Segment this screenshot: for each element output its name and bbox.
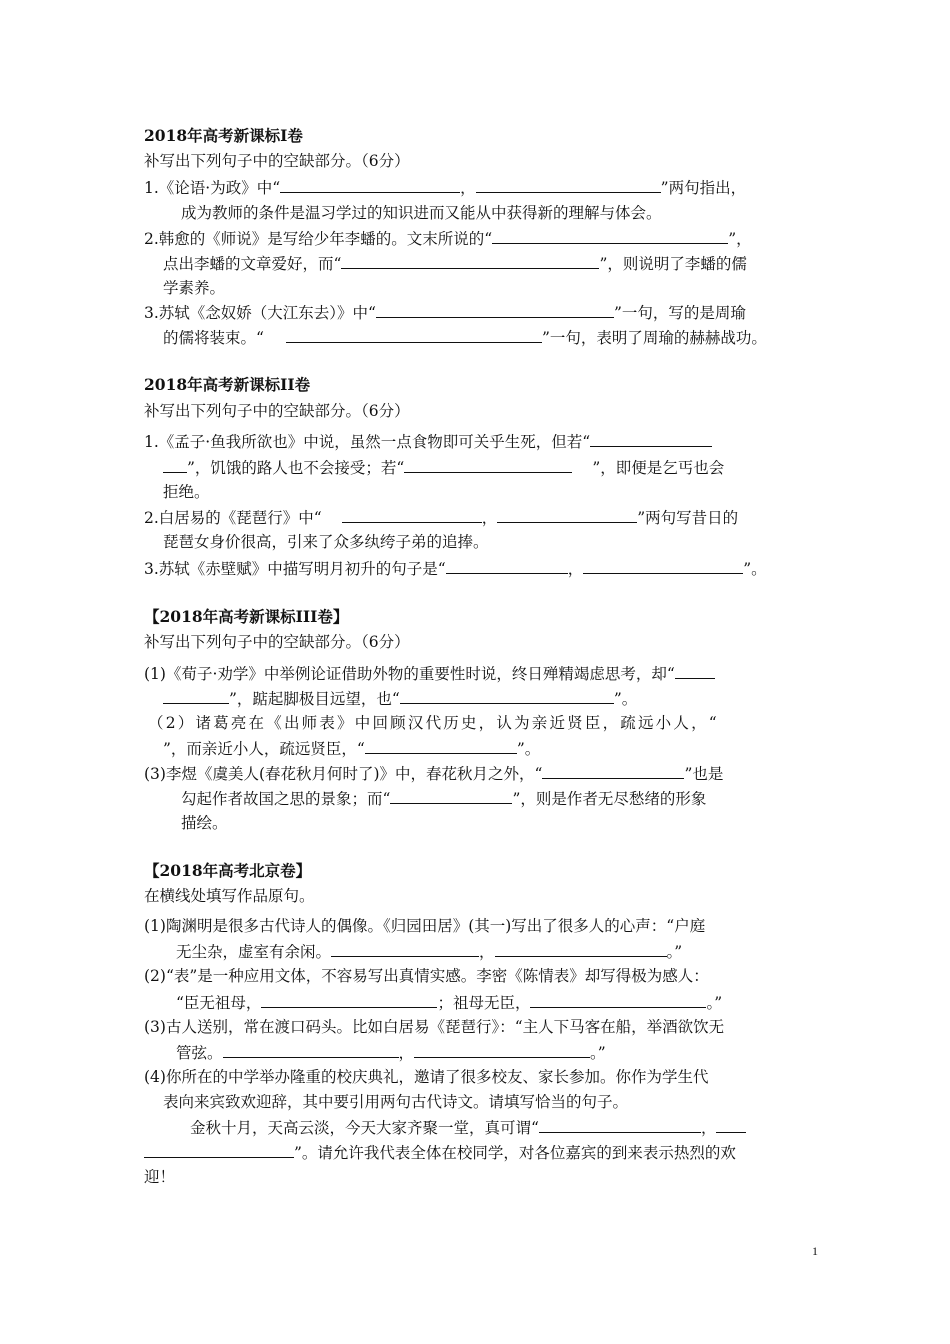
question-line: 管弦。 ， 。”: [176, 1040, 606, 1065]
instruction: 在横线处填写作品原句。: [144, 887, 315, 905]
question-line: 表向来宾致欢迎辞，其中要引用两句古代诗文。请填写恰当的句子。: [163, 1093, 629, 1111]
question-line: 点出李蟠的文章爱好，而“ ”，则说明了李蟠的儒: [163, 251, 747, 276]
section-title: 【2018年高考新课标III卷】: [144, 607, 349, 626]
question-line: (3)李煜《虞美人(春花秋月何时了)》中，春花秋月之外，“ ”也是: [144, 761, 723, 786]
question-line: ”，饥饿的路人也不会接受；若“ ”，即便是乞丐也会: [163, 455, 724, 480]
question-line: 1.《孟子·鱼我所欲也》中说，虽然一点食物即可关乎生死，但若“: [144, 429, 712, 454]
question-line: (4)你所在的中学举办隆重的校庆典礼，邀请了很多校友、家长参加。你作为学生代: [144, 1068, 709, 1086]
section-title: 【2018年高考北京卷】: [144, 861, 312, 880]
question-line: ”，踮起脚极目远望，也“ ”。: [163, 686, 637, 711]
question-line: “臣无祖母， ；祖母无臣， 。”: [176, 990, 722, 1015]
section-title: 2018年高考新课标II卷: [144, 375, 311, 394]
question-line: (3)古人送别，常在渡口码头。比如白居易《琵琶行》：“主人下马客在船，举酒欲饮无: [144, 1018, 725, 1036]
instruction: 补写出下列句子中的空缺部分。（6分）: [144, 402, 410, 420]
question-line: （2）诸葛亮在《出师表》中回顾汉代历史，认为亲近贤臣，疏远小人，“: [148, 714, 719, 732]
instruction: 补写出下列句子中的空缺部分。（6分）: [144, 633, 410, 651]
question-line: 2.白居易的《琵琶行》中“ ， ”两句写昔日的: [144, 505, 738, 530]
question-line: (1)《荀子·劝学》中举例论证借助外物的重要性时说，终日殚精竭虑思考，却“: [144, 661, 715, 686]
question-line: (2)“表”是一种应用文体，不容易写出真情实感。李密《陈情表》却写得极为感人：: [144, 967, 709, 985]
question-line: 金秋十月，天高云淡，今天大家齐聚一堂，真可谓“ ，: [190, 1115, 746, 1140]
question-line: 无尘杂，虚室有余闲。 ， 。”: [176, 939, 682, 964]
question-line: 勾起作者故国之思的景象；而“ ”，则是作者无尽愁绪的形象: [181, 786, 706, 811]
question-line: 拒绝。: [163, 483, 210, 501]
section-title: 2018年高考新课标Ⅰ卷: [144, 126, 303, 145]
question-line: 的儒将装束。“ ”一句，表明了周瑜的赫赫战功。: [163, 325, 767, 350]
question-line: 2.韩愈的《师说》是写给少年李蟠的。文末所说的“ ”，: [144, 226, 752, 251]
question-line: ”。请允许我代表全体在校同学，对各位嘉宾的到来表示热烈的欢: [144, 1140, 736, 1165]
question-line: 3.苏轼《念奴娇（大江东去）》中“ ”一句，写的是周瑜: [144, 300, 746, 325]
page-number: 1: [812, 1244, 818, 1258]
question-line: ”，而亲近小人，疏远贤臣，“ ”。: [163, 736, 540, 761]
question-line: 学素养。: [163, 279, 226, 297]
instruction: 补写出下列句子中的空缺部分。（6分）: [144, 152, 410, 170]
question-line: 琵琶女身价很高，引来了众多纨绔子弟的追捧。: [163, 533, 489, 551]
question-line: 1.《论语·为政》中“ ， ”两句指出，: [144, 175, 746, 200]
question-line: (1)陶渊明是很多古代诗人的偶像。《归园田居》(其一)写出了很多人的心声：“户庭: [144, 917, 706, 935]
question-line: 成为教师的条件是温习学过的知识进而又能从中获得新的理解与体会。: [181, 204, 662, 222]
question-line: 迎！: [144, 1168, 176, 1186]
question-line: 描绘。: [181, 814, 228, 832]
question-line: 3.苏轼《赤壁赋》中描写明月初升的句子是“ ， ”。: [144, 556, 767, 581]
